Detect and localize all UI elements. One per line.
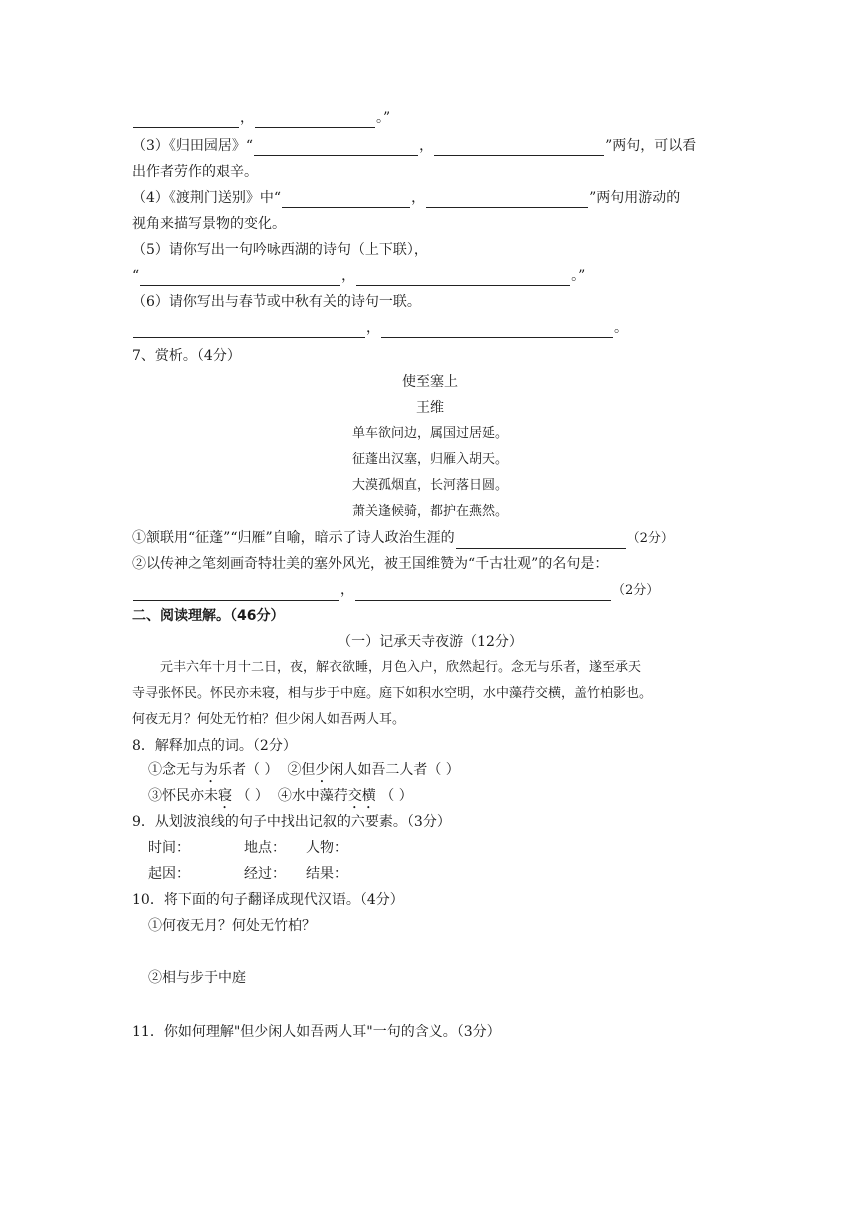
q6-item3: （3）《归田园居》“ ， ”两句，可以看 xyxy=(132,138,697,154)
q6-item6-blanks: ， 。 xyxy=(132,318,628,338)
q9-time: 时间： xyxy=(148,840,190,856)
poem-title: 使至塞上 xyxy=(402,374,458,390)
poem-line: 大漠孤烟直，长河落日圆。 xyxy=(351,478,508,493)
q6-line0: ， 。” xyxy=(132,108,390,128)
section-heading: 二、阅读理解。（46分） xyxy=(132,608,285,624)
answer-blank[interactable] xyxy=(133,585,339,601)
q7-heading: 7、赏析。（4分） xyxy=(132,348,241,364)
answer-blank[interactable] xyxy=(456,533,626,549)
q9-person: 人物： xyxy=(306,840,348,856)
q8-row2: ③怀民亦未寝 （ ） ④水中藻荇交横 （ ） xyxy=(148,788,413,804)
answer-blank[interactable] xyxy=(356,270,570,286)
q6-item6: （6）请你写出与春节或中秋有关的诗句一联。 xyxy=(132,294,421,310)
q10-item2: ②相与步于中庭 xyxy=(148,970,246,986)
q9-result: 结果： xyxy=(306,866,348,882)
q6-item4-cont: 视角来描写景物的变化。 xyxy=(132,216,286,232)
q6-item5: （5）请你写出一句吟咏西湖的诗句（上下联）， xyxy=(132,242,428,258)
poem-line: 萧关逢候骑，都护在燕然。 xyxy=(351,504,508,519)
answer-blank[interactable] xyxy=(140,270,340,286)
q7-sub1: ①颔联用“征蓬”“归雁”自喻，暗示了诗人政治生涯的 （2分） xyxy=(132,528,674,549)
answer-blank[interactable] xyxy=(133,322,365,338)
q9-heading: 9．从划波浪线的句子中找出记叙的六要素。（3分） xyxy=(132,814,451,830)
answer-blank[interactable] xyxy=(381,322,613,338)
poem-author: 王维 xyxy=(416,400,444,416)
q9-process: 经过： xyxy=(244,866,286,882)
poem-line: 征蓬出汉塞，归雁入胡天。 xyxy=(351,452,508,467)
q8-row1: ①念无与为乐者（ ） ②但少闲人如吾二人者（ ） xyxy=(148,762,460,778)
answer-blank[interactable] xyxy=(434,140,604,156)
q10-item1: ①何夜无月？何处无竹柏？ xyxy=(148,918,316,934)
q6-item5-blanks: “ ， 。” xyxy=(132,268,586,284)
q8-heading: 8．解释加点的词。（2分） xyxy=(132,738,297,754)
answer-blank[interactable] xyxy=(426,192,588,208)
q6-item3-cont: 出作者劳作的艰辛。 xyxy=(132,164,258,180)
answer-blank[interactable] xyxy=(254,140,418,156)
q9-cause: 起因： xyxy=(148,866,190,882)
passage-line: 元丰六年十月十二日，夜，解衣欲睡，月色入户，欣然起行。念无与乐者，遂至承天 xyxy=(160,660,642,675)
q7-sub2: ②以传神之笔刻画奇特壮美的塞外风光，被王国维赞为“千古壮观”的名句是： xyxy=(132,556,609,572)
passage-title: （一）记承天寺夜游（12分） xyxy=(337,634,523,650)
answer-blank[interactable] xyxy=(133,112,239,128)
q6-item4: （4）《渡荆门送别》中“ ， ”两句用游动的 xyxy=(132,190,681,206)
answer-blank[interactable] xyxy=(255,112,375,128)
passage-line: 寺寻张怀民。怀民亦未寝，相与步于中庭。庭下如积水空明，水中藻荇交横，盖竹柏影也。 xyxy=(132,686,653,701)
poem-line: 单车欲问边，属国过居延。 xyxy=(351,426,508,441)
q11-heading: 11．你如何理解"但少闲人如吾两人耳"一句的含义。（3分） xyxy=(132,1024,501,1040)
passage-line: 何夜无月？何处无竹柏？但少闲人如吾两人耳。 xyxy=(132,712,406,727)
q10-heading: 10．将下面的句子翻译成现代汉语。（4分） xyxy=(132,892,404,908)
q7-sub2-blanks: ， （2分） xyxy=(132,580,659,601)
q9-place: 地点： xyxy=(244,840,286,856)
answer-blank[interactable] xyxy=(355,585,611,601)
answer-blank[interactable] xyxy=(282,192,410,208)
